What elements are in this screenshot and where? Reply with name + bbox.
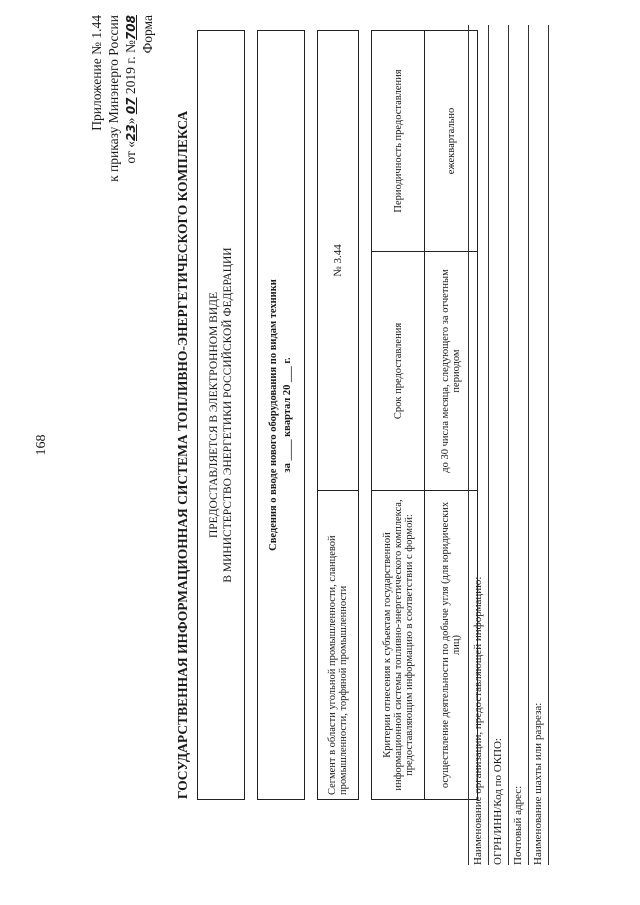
segment-code: № 3.44 [318,31,359,491]
spacer-cell [305,31,318,800]
spacer-cell [359,31,372,800]
main-title: ГОСУДАРСТВЕННАЯ ИНФОРМАЦИОННАЯ СИСТЕМА ТОПЛИВНО-ЭНЕРГЕТИЧЕСКОГО КОМПЛЕКСА [175,110,190,800]
report-title-cell [258,31,305,800]
header-row [198,31,245,800]
org-name-field: Наименование организации, предоставляющей информацию: [468,25,489,865]
report-title: Сведения о вводе нового оборудования по видам техники [268,279,279,551]
postal-address-field: Почтовый адрес: [509,25,529,865]
year-part: 2019 г. № [123,40,138,95]
ogrn-field: ОГРН/ИНН/Код по ОКПО: [489,25,509,865]
segment-label: Сегмент в области угольной промышленности, сланцевой промышленности, торфяной промышленности [318,491,359,800]
criteria-header: Критерии отнесения к субъектам государственной информационной системы топливно-энергетического комплекса, предоставляющим информацию в соответствии с формой: [372,491,425,800]
deadline-header: Срок предоставления [372,252,425,491]
organization-fields [468,25,549,865]
header-line2: В МИНИСТЕРСТВО ЭНЕРГЕТИКИ РОССИЙСКОЙ ФЕДЕРАЦИИ [222,247,234,583]
form-table [197,30,478,800]
report-period: за ____ квартал 20 ___ г. [282,357,293,473]
appendix-date [122,15,140,255]
columns-header-row [372,31,425,800]
header-line1: ПРЕДОСТАВЛЯЕТСЯ В ЭЛЕКТРОННОМ ВИДЕ [208,291,220,539]
handwritten-number: 708 [124,15,138,41]
criteria-value: осуществление деятельности по добыче угля (для юридических лиц) [425,491,478,800]
handwritten-day: 23 [124,124,138,141]
report-title-row [258,31,305,800]
forma-label: Форма [140,15,155,54]
spacer-cell [245,31,258,800]
appendix-block [88,15,140,255]
handwritten-month: 07 [124,97,138,115]
appendix-order: к приказу Минэнерго России [106,15,121,182]
page-number: 168 [34,434,49,456]
appendix-title: Приложение № 1.44 [89,15,104,131]
mine-name-field: Наименование шахты или разреза: [529,25,549,865]
periodicity-header: Периодичность предоставления [372,31,425,252]
header-cell [198,31,245,800]
date-prefix: от « [123,141,138,164]
date-mid: » [123,117,138,125]
deadline-value: до 30 числа месяца, следующего за отчетным периодом [425,252,478,491]
periodicity-value: ежеквартально [425,31,478,252]
segment-row [318,31,359,800]
